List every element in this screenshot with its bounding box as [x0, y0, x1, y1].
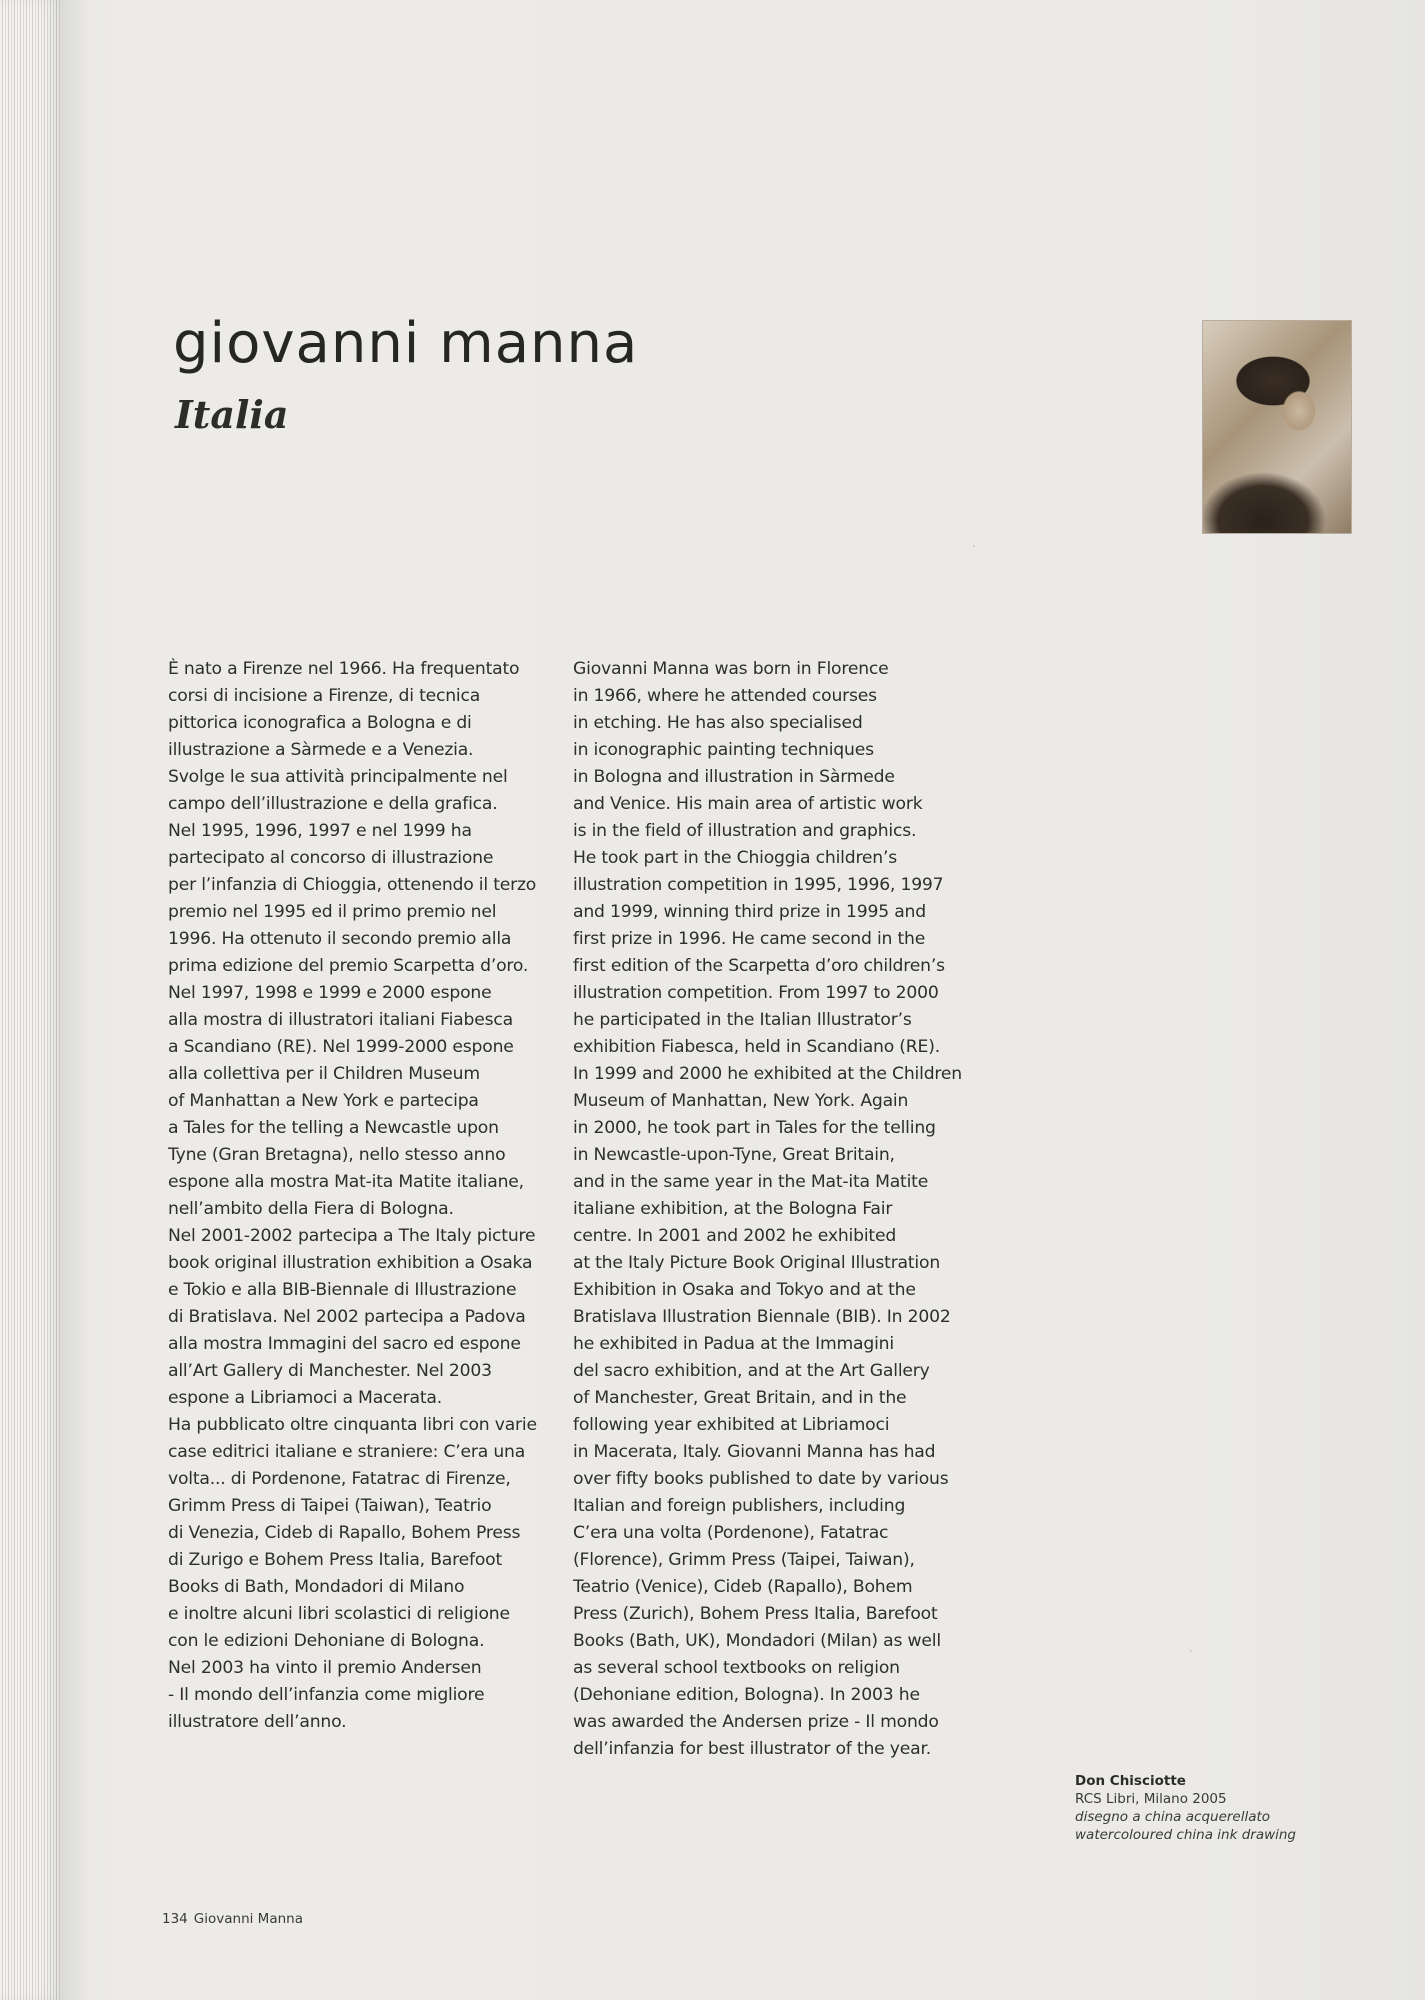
biography-english: Giovanni Manna was born in Florence in 1966, where he attended courses in etching. He has also specialised in iconographic painting techniques in Bologna and illustration in Sàrmede and Venice. His main area of artistic work is in the field of illustration and graphics. He took part in the Chioggia children’s illustration competition in 1995, 1996, 1997 and 1999, winning third prize in 1995 and first prize in 1996. He came second in the first edition of the Scarpetta d’oro children’s illustration competition. From 1997 to 2000 he participated in the Italian Illustrator’s exhibition Fiabesca, held in Scandiano (RE). In 1999 and 2000 he exhibited at the Children Museum of Manhattan, New York. Again in 2000, he took part in Tales for the telling in Newcastle-upon-Tyne, Great Britain, and in the same year in the Mat-ita Matite italiane exhibition, at the Bologna Fair centre. In 2001 and 2002 he exhibited at the Italy Picture Book Original Illustration Exhibition in Osaka and Tokyo and at the Bratislava Illustration Biennale (BIB). In 2002 he exhibited in Padua at the Immagini del sacro exhibition, and at the Art Gallery of Manchester, Great Britain, and in the following year exhibited at Libriamoci in Macerata, Italy. Giovanni Manna has had over fifty books published to date by various Italian and foreign publishers, including C’era una volta (Pordenone), Fatatrac (Florence), Grimm Press (Taipei, Taiwan), Teatrio (Venice), Cideb (Rapallo), Bohem Press (Zurich), Bohem Press Italia, Barefoot Books (Bath, UK), Mondadori (Milan) as well as several school textbooks on religion (Dehoniane edition, Bologna). In 2003 he was awarded the Andersen prize - Il mondo dell’infanzia for best illustrator of the year. [573, 659, 962, 1759]
running-title: Giovanni Manna [193, 1911, 303, 1927]
artwork-caption [1075, 1772, 1296, 1844]
portrait-photo [1202, 320, 1352, 534]
page-footer [162, 1911, 303, 1927]
caption-medium-english: watercoloured china ink drawing [1075, 1827, 1297, 1843]
page-edges [0, 0, 60, 2000]
caption-medium-italian: disegno a china acquerellato [1075, 1809, 1271, 1825]
artist-name: giovanni manna [173, 311, 639, 376]
paper-speck [973, 545, 975, 547]
page-number: 134 [162, 1911, 188, 1927]
biography-italian: È nato a Firenze nel 1966. Ha frequentato corsi di incisione a Firenze, di tecnica pittorica iconografica a Bologna e di illustrazione a Sàrmede e a Venezia. Svolge le sua attività principalmente nel campo dell’illustrazione e della grafica. Nel 1995, 1996, 1997 e nel 1999 ha partecipato al concorso di illustrazione per l’infanzia di Chioggia, ottenendo il terzo premio nel 1995 ed il primo premio nel 1996. Ha ottenuto il secondo premio alla prima edizione del premio Scarpetta d’oro. Nel 1997, 1998 e 1999 e 2000 espone alla mostra di illustratori italiani Fiabesca a Scandiano (RE). Nel 1999-2000 espone alla collettiva per il Children Museum of Manhattan a New York e partecipa a Tales for the telling a Newcastle upon Tyne (Gran Bretagna), nello stesso anno espone alla mostra Mat-ita Matite italiane, nell’ambito della Fiera di Bologna. Nel 2001-2002 partecipa a The Italy picture book original illustration exhibition a Osaka e Tokio e alla BIB-Biennale di Illustrazione di Bratislava. Nel 2002 partecipa a Padova alla mostra Immagini del sacro ed espone all’Art Gallery di Manchester. Nel 2003 espone a Libriamoci a Macerata. Ha pubblicato oltre cinquanta libri con varie case editrici italiane e straniere: C’era una volta... di Pordenone, Fatatrac di Firenze, Grimm Press di Taipei (Taiwan), Teatrio di Venezia, Cideb di Rapallo, Bohem Press di Zurigo e Bohem Press Italia, Barefoot Books di Bath, Mondadori di Milano e inoltre alcuni libri scolastici di religione con le edizioni Dehoniane di Bologna. Nel 2003 ha vinto il premio Andersen - Il mondo dell’infanzia come migliore illustratore dell’anno. [168, 659, 537, 1732]
caption-publisher: RCS Libri, Milano 2005 [1075, 1791, 1227, 1807]
paper-speck [1190, 1650, 1192, 1652]
artist-country: Italia [175, 392, 289, 437]
caption-title: Don Chisciotte [1075, 1773, 1186, 1789]
